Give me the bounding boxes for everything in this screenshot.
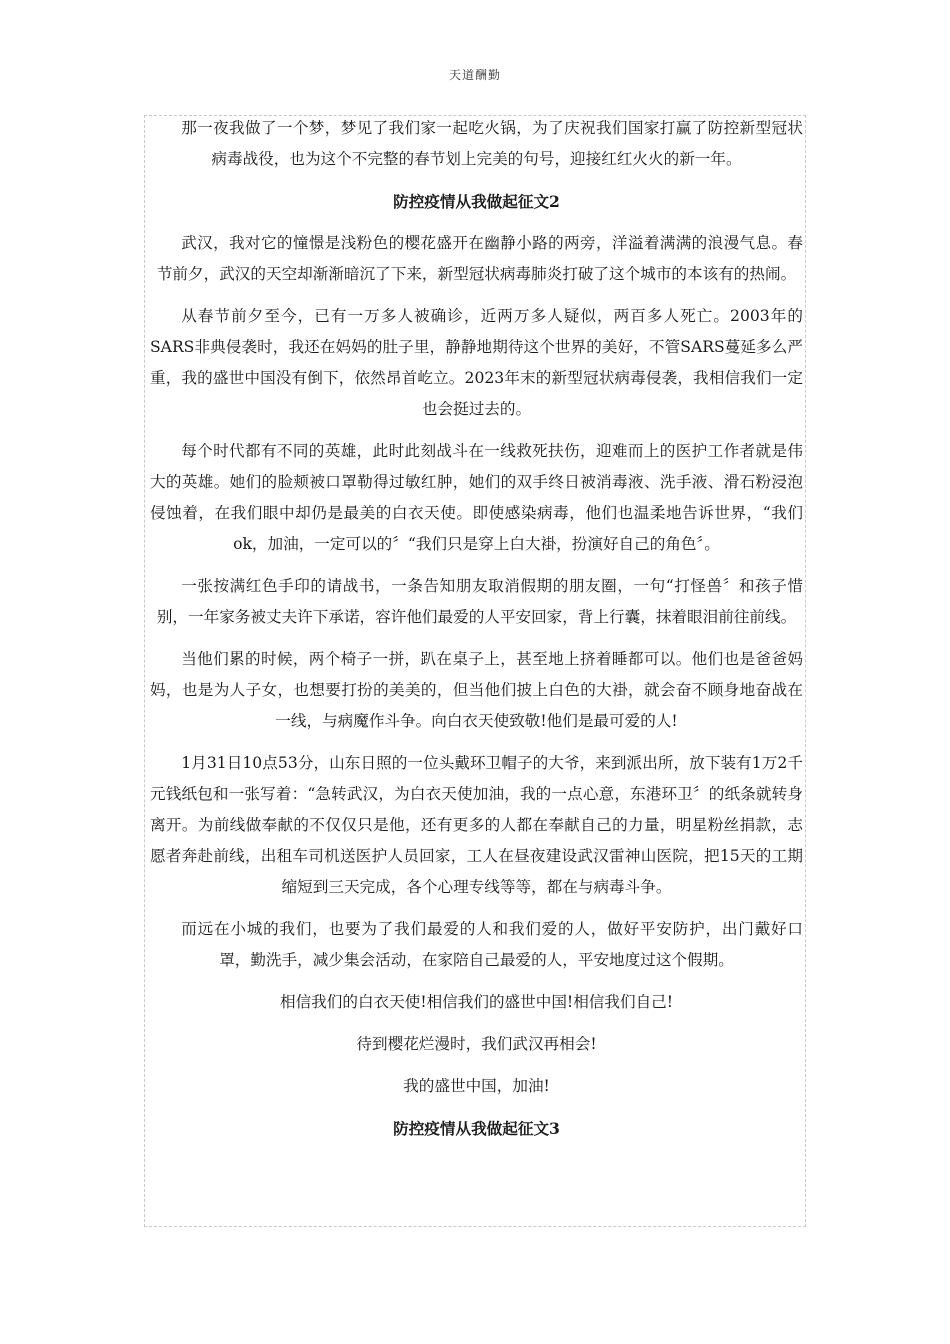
intro-paragraph: 那一夜我做了一个梦，梦见了我们家一起吃火锅，为了庆祝我们国家打赢了防控新型冠状病毒战役，也为这个不完整的春节划上完美的句号，迎接红红火火的新一年。 [181, 119, 803, 168]
closing-line-3: 我的盛世中国，加油! [403, 1077, 550, 1095]
closing-line-2: 待到樱花烂漫时，我们武汉再相会! [356, 1035, 597, 1053]
paragraph-statistics: 从春节前夕至今，已有一万多人被确诊，近两万多人疑似，两百多人死亡。2003年的SARS非典侵袭时，我还在妈妈的肚子里，静静地期待这个世界的美好，不管SARS蔓延多么严重，我的盛世中国没有倒下，依然昂首屹立。2023年末的新型冠状病毒侵袭，我相信我们一定也会挺过去的。 [150, 307, 803, 418]
paragraph-protection: 而远在小城的我们，也要为了我们最爱的人和我们爱的人，做好平安防护，出门戴好口罩，勤洗手，减少集会活动，在家陪自己最爱的人，平安地度过这个假期。 [181, 920, 803, 969]
section-2-title: 防控疫情从我做起征文2 [393, 192, 560, 211]
paragraph-donation: 1月31日10点53分，山东日照的一位头戴环卫帽子的大爷，来到派出所，放下装有1万2千元钱纸包和一张写着：“急转武汉，为白衣天使加油，我的一点心意，东港环卫〞的纸条就转身离开。为前线做奉献的不仅仅只是他，还有更多的人都在奉献自己的力量，明星粉丝捐款，志愿者奔赴前线，出租车司机送医护人员回家，工人在昼夜建设武汉雷神山医院，把15天的工期缩短到三天完成，各个心理专线等等，都在与病毒斗争。 [150, 754, 803, 896]
section-3-title: 防控疫情从我做起征文3 [393, 1119, 560, 1138]
paragraph-wuhan: 武汉，我对它的憧憬是浅粉色的樱花盛开在幽静小路的两旁，洋溢着满满的浪漫气息。春节前夕，武汉的天空却渐渐暗沉了下来，新型冠状病毒肺炎打破了这个城市的本该有的热闹。 [156, 234, 803, 283]
page-header: 天道酬勤 [448, 68, 501, 82]
paragraph-heroes: 每个时代都有不同的英雄，此时此刻战斗在一线救死扶伤，迎难而上的医护工作者就是伟大的英雄。她们的脸颊被口罩勒得过敏红肿，她们的双手终日被消毒液、洗手液、滑石粉浸泡侵蚀着，在我们眼中却仍是最美的白衣天使。即使感染病毒，他们也温柔地告诉世界，“我们ok，加油，一定可以的〞“我们只是穿上白大褂，扮演好自己的角色〞。 [150, 442, 803, 553]
paragraph-tired: 当他们累的时候，两个椅子一拼，趴在桌子上，甚至地上挤着睡都可以。他们也是爸爸妈妈，也是为人子女，也想要打扮的美美的，但当他们披上白色的大褂，就会奋不顾身地奋战在一线，与病魔作斗争。向白衣天使致敬!他们是最可爱的人! [150, 650, 803, 730]
closing-line-1: 相信我们的白衣天使!相信我们的盛世中国!相信我们自己! [279, 993, 674, 1011]
document-body [150, 113, 803, 1155]
paragraph-petition: 一张按满红色手印的请战书，一条告知朋友取消假期的朋友圈，一句“打怪兽〞和孩子惜别，一年家务被丈夫许下承诺，容许他们最爱的人平安回家，背上行囊，抹着眼泪前往前线。 [156, 577, 803, 626]
